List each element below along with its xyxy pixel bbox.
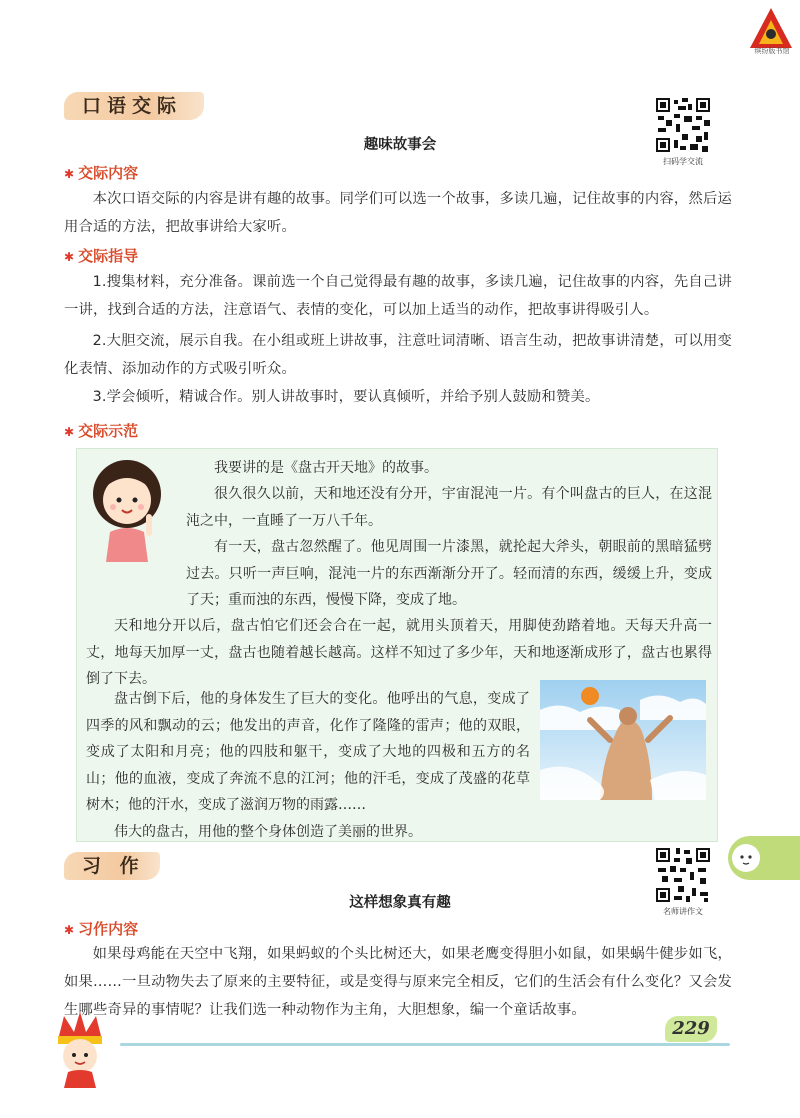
sheep-icon <box>728 840 764 876</box>
guide-heading: ✱ 交际指导 <box>64 247 139 265</box>
guide-item-1: 1.搜集材料，充分准备。课前选一个自己觉得最有趣的故事，多读几遍，记住故事的内容，先自己讲一讲，找到合适的方法，注意语气、表情的变化，可以加上适当的动作，把故事讲得吸引人。 <box>64 274 732 318</box>
writing-title: 这样想象真有趣 <box>349 895 451 911</box>
pangu-illustration-icon <box>540 680 706 800</box>
content-paragraph: 本次口语交际的内容是讲有趣的故事。同学们可以选一个故事，多读几遍，记住故事的内容，然后运用合适的方法，把故事讲给大家听。 <box>64 191 732 235</box>
demo-line-5: 盘古倒下后，他的身体发生了巨大的变化。他呼出的气息，变成了四季的风和飘动的云；他发出的声音，化作了隆隆的雷声；他的双眼，变成了太阳和月亮；他的四肢和躯干，变成了大地的四极和五方的名山；他的血液，变成了奔流不息的江河；他的汗毛，变成了茂盛的花草树木；他的汗水，变成了滋润万物的雨露…… <box>86 691 530 814</box>
footer-line <box>120 1043 730 1046</box>
demo-heading: ✱ 交际示范 <box>64 422 139 440</box>
mascot-icon <box>44 1010 116 1088</box>
section-banner-oral: 口语交际 <box>64 92 204 120</box>
section-banner-writing: 习 作 <box>64 852 160 880</box>
asterisk-icon: ✱ <box>64 167 75 181</box>
writing-content-paragraph: 如果母鸡能在天空中飞翔，如果蚂蚁的个头比树还大，如果老鹰变得胆小如鼠，如果蜗牛健步如飞，如果……一旦动物失去了原来的主要特征，或是变得与原来完全相反，它们的生活会有什么变化？又会发生哪些奇异的事情呢？让我们选一种动物作为主角，大胆想象，编一个童话故事。 <box>64 946 732 1018</box>
page-number: 229 <box>665 1016 717 1042</box>
demo-line-4: 天和地分开以后，盘古怕它们还会合在一起，就用头顶着天，用脚使劲踏着地。天每天升高一丈，地每天加厚一丈，盘古也随着越长越高。这样不知过了多少年，天和地逐渐成形了，盘古也累得倒了下去。 <box>86 618 712 688</box>
publisher-logo-icon <box>748 6 794 50</box>
asterisk-icon: ✱ <box>64 923 75 937</box>
asterisk-icon: ✱ <box>64 425 75 439</box>
guide-item-2: 2.大胆交流，展示自我。在小组或班上讲故事，注意吐词清晰、语言生动，把故事讲清楚，可以用变化表情、添加动作的方式吸引听众。 <box>64 333 732 377</box>
demo-line-6: 伟大的盘古，用他的整个身体创造了美丽的世界。 <box>114 824 422 840</box>
publisher-logo-text: 缤纷版书馆 <box>754 47 790 55</box>
asterisk-icon: ✱ <box>64 250 75 264</box>
demo-line-1: 我要讲的是《盘古开天地》的故事。 <box>214 460 438 476</box>
qr-label: 扫码学交流 <box>663 157 703 166</box>
writing-content-heading: ✱ 习作内容 <box>64 920 139 938</box>
girl-illustration-icon <box>82 454 172 564</box>
qr-label: 名师讲作文 <box>663 907 703 916</box>
guide-item-3: 3.学会倾听，精诚合作。别人讲故事时，要认真倾听，并给予别人鼓励和赞美。 <box>92 389 600 405</box>
content-heading: ✱ 交际内容 <box>64 164 139 182</box>
lesson-title: 趣味故事会 <box>363 137 437 153</box>
demo-line-2: 很久很久以前，天和地还没有分开，宇宙混沌一片。有个叫盘古的巨人，在这混沌之中，一直睡了一万八千年。 <box>186 486 712 529</box>
demo-line-3: 有一天，盘古忽然醒了。他见周围一片漆黑，就抡起大斧头，朝眼前的黑暗猛劈过去。只听一声巨响，混沌一片的东西渐渐分开了。轻而清的东西，缓缓上升，变成了天；重而浊的东西，慢慢下降，变成了地。 <box>186 539 712 609</box>
